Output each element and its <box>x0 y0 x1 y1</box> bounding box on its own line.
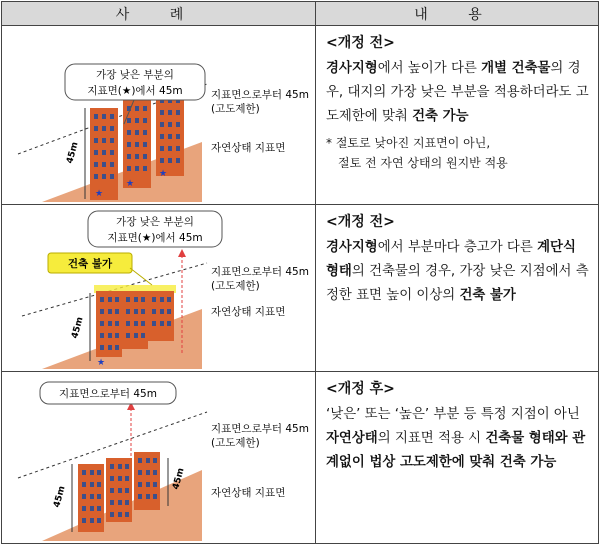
limit-label-line1: 지표면으로부터 45m <box>211 266 309 278</box>
row3-diagram-cell <box>2 372 316 544</box>
row1-diagram <box>2 26 316 204</box>
row2-diagram-cell <box>2 205 316 372</box>
comparison-table <box>1 1 599 544</box>
row1-note: * 절토로 낮아진 지표면이 아닌, 절토 전 자연 상태의 원지반 적용 <box>326 136 508 170</box>
ground-label: 자연상태 지표면 <box>211 142 286 154</box>
row1-heading: <개정 전> <box>326 35 395 51</box>
row2-diagram <box>2 205 316 371</box>
limit-label-line1: 지표면으로부터 45m <box>211 89 309 101</box>
row3-text-cell <box>316 372 599 544</box>
height-label: 45m <box>70 316 86 340</box>
prohibited-badge-label: 건축 불가 <box>67 258 113 270</box>
row2-paragraph: 경사지형에서 부분마다 층고가 다른 계단식 형태의 건축물의 경우, 가장 낮은 지점에서 측정한 표면 높이 이상의 건축 불가 <box>326 240 589 303</box>
limit-label-line1: 지표면으로부터 45m <box>211 423 309 435</box>
height-label: 45m <box>65 141 81 165</box>
callout-line1: 가장 낮은 부분의 <box>116 216 194 228</box>
height-label: 45m <box>52 485 68 509</box>
row1-paragraph: 경사지형에서 높이가 다른 개별 건축물의 경우, 대지의 가장 낮은 부분을 적용하더라도 고도제한에 맞춰 건축 가능 <box>326 61 589 124</box>
arrow-head-icon <box>178 249 186 257</box>
limit-label-line2: (고도제한) <box>211 280 260 292</box>
header-content: 내 용 <box>316 2 599 26</box>
callout-line1: 가장 낮은 부분의 <box>96 69 174 81</box>
height-label-right: 45m <box>171 467 187 491</box>
limit-label-line2: (고도제한) <box>211 437 260 449</box>
row2-text-cell <box>316 205 599 372</box>
star-icon: ★ <box>95 189 104 199</box>
ground-label: 자연상태 지표면 <box>211 487 286 499</box>
row3-diagram <box>2 372 316 543</box>
callout-line2: 지표면(★)에서 45m <box>107 232 203 244</box>
row3-paragraph: ‘낮은’ 또는 ‘높은’ 부분 등 특정 지점이 아닌 자연상태의 지표면 적용 시 건축물 형태와 관계없이 법상 고도제한에 맞춰 건축 가능 <box>326 407 586 470</box>
row1-diagram-cell <box>2 26 316 205</box>
row3-heading: <개정 후> <box>326 381 395 397</box>
callout-line2: 지표면(★)에서 45m <box>87 85 183 97</box>
star-icon: ★ <box>97 358 106 368</box>
ground-label: 자연상태 지표면 <box>211 306 286 318</box>
callout-line1: 지표면으로부터 45m <box>59 388 157 400</box>
row1-text-cell <box>316 26 599 205</box>
limit-label-line2: (고도제한) <box>211 103 260 115</box>
row2-heading: <개정 전> <box>326 214 395 230</box>
star-icon: ★ <box>126 179 135 189</box>
header-case: 사 례 <box>2 2 316 26</box>
star-icon: ★ <box>159 169 168 179</box>
